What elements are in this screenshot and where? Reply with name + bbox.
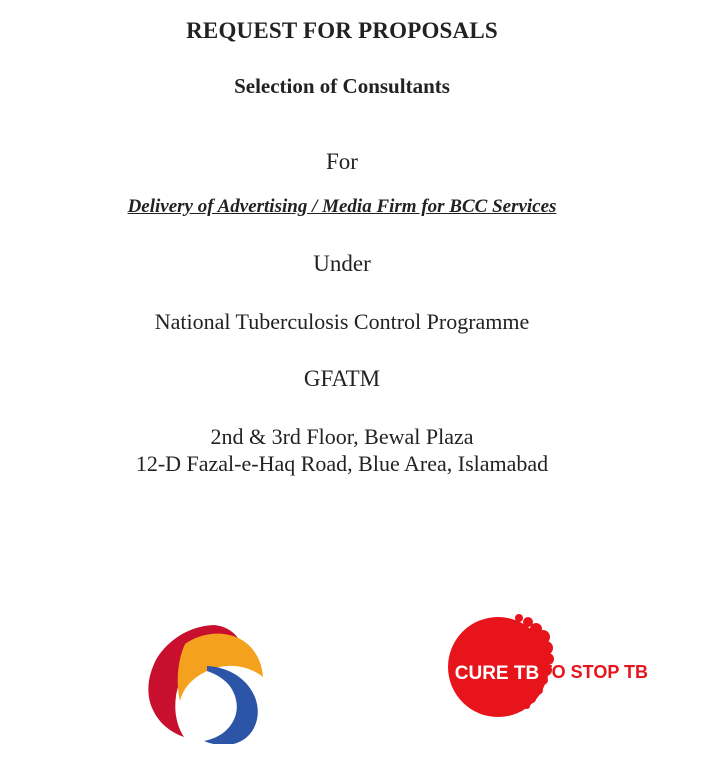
document-title: REQUEST FOR PROPOSALS: [186, 18, 498, 43]
address-line-1: 2nd & 3rd Floor, Bewal Plaza: [210, 424, 474, 449]
for-label: For: [326, 149, 358, 174]
cure-tb-logo-icon: [440, 610, 650, 720]
under-label: Under: [313, 251, 371, 276]
funder-name: GFATM: [303, 366, 381, 391]
programme-name: National Tuberculosis Control Programme: [154, 309, 530, 334]
project-name: Delivery of Advertising / Media Firm for BCC Services: [127, 196, 557, 217]
document-subtitle: Selection of Consultants: [234, 74, 450, 98]
address-line-2: 12-D Fazal-e-Haq Road, Blue Area, Islamabad: [135, 451, 549, 476]
cure-tb-text: CURE TB: [454, 663, 540, 684]
swirl-logo-icon: [128, 608, 264, 744]
to-stop-tb-text: TO STOP TB: [541, 662, 649, 682]
